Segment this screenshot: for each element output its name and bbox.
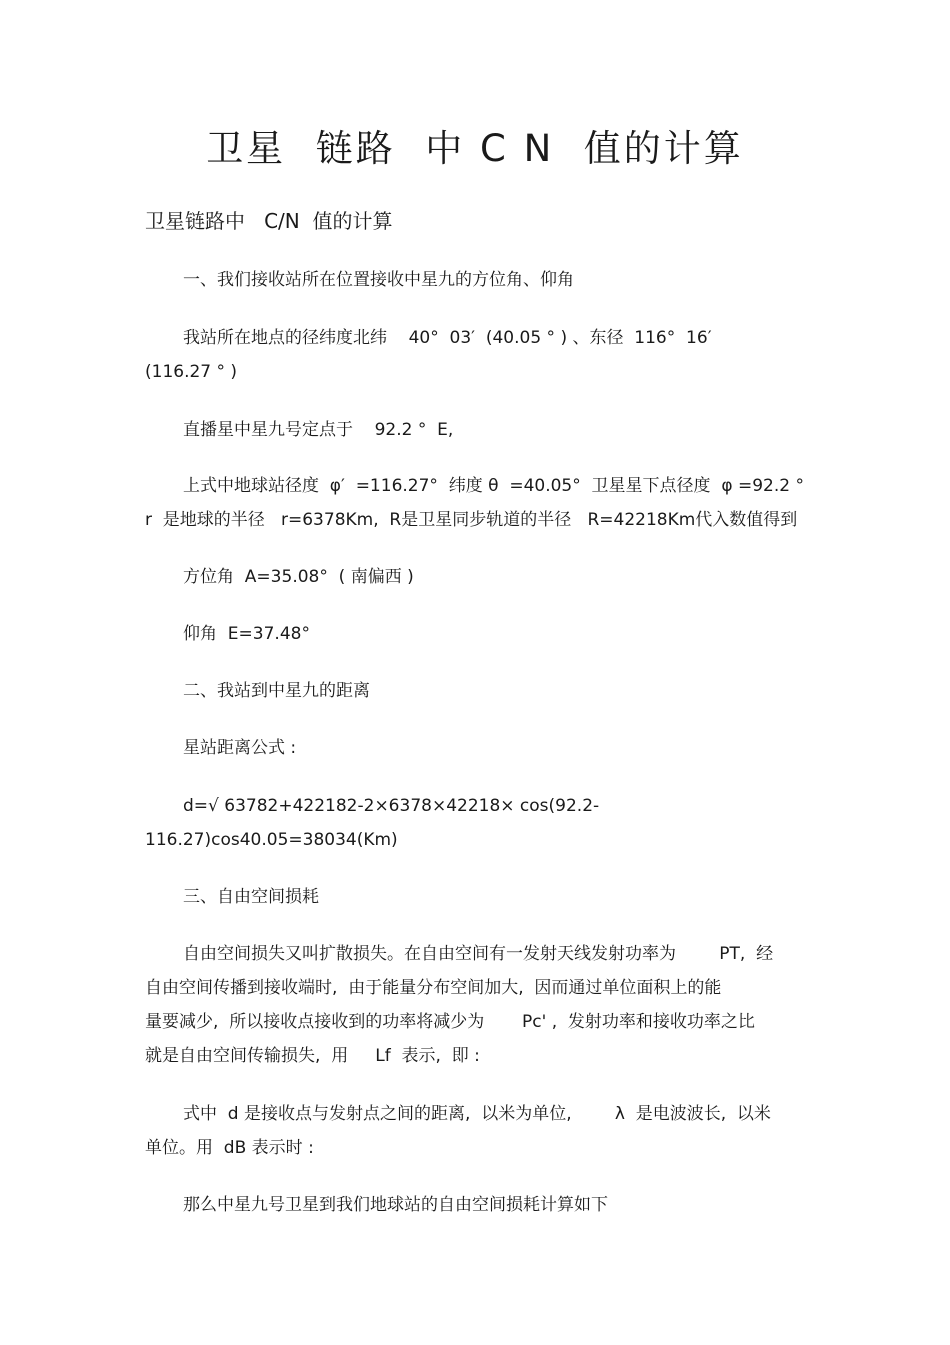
section-heading-2: 二、我站到中星九的距离 <box>183 681 370 701</box>
paragraph-line: 直播星中星九号定点于 92.2 ° E, <box>183 420 454 440</box>
subtitle: 卫星链路中 C/N 值的计算 <box>145 209 393 233</box>
paragraph-line: 上式中地球站径度 φ′ =116.27° 纬度 θ =40.05° 卫星星下点径度 φ =92.2 ° <box>183 476 804 496</box>
paragraph-line: 仰角 E=37.48° <box>183 624 310 644</box>
formula-line: d=√ 63782+422182-2×6378×42218× cos(92.2- <box>183 796 600 816</box>
section-heading-3: 三、自由空间损耗 <box>183 887 319 907</box>
section-heading-1: 一、我们接收站所在位置接收中星九的方位角、仰角 <box>183 270 574 290</box>
paragraph-line: 我站所在地点的径纬度北纬 40° 03′ (40.05 ° ) 、东径 116° 16′ <box>183 328 712 348</box>
paragraph-line: 星站距离公式 : <box>183 738 297 758</box>
paragraph-line: 自由空间损失又叫扩散损失。在自由空间有一发射天线发射功率为 PT, 经 <box>183 944 774 964</box>
paragraph-line: 就是自由空间传输损失, 用 Lf 表示, 即 : <box>145 1046 480 1066</box>
paragraph-line: 自由空间传播到接收端时, 由于能量分布空间加大, 因而通过单位面积上的能 <box>145 978 722 998</box>
paragraph-line: (116.27 ° ) <box>145 362 238 382</box>
paragraph-line: r 是地球的半径 r=6378Km, R是卫星同步轨道的半径 R=42218Km代入数值得到 <box>145 510 798 530</box>
paragraph-line: 量要减少, 所以接收点接收到的功率将减少为 Pc' , 发射功率和接收功率之比 <box>145 1012 755 1032</box>
paragraph-line: 方位角 A=35.08° ( 南偏西 ) <box>183 567 414 587</box>
formula-line: 116.27)cos40.05=38034(Km) <box>145 830 398 850</box>
paragraph-line: 式中 d 是接收点与发射点之间的距离, 以米为单位, λ 是电波波长, 以米 <box>183 1104 771 1124</box>
document-title: 卫星 链路 中 C N 值的计算 <box>206 127 744 170</box>
paragraph-line: 那么中星九号卫星到我们地球站的自由空间损耗计算如下 <box>183 1195 608 1215</box>
paragraph-line: 单位。用 dB 表示时 : <box>145 1138 314 1158</box>
